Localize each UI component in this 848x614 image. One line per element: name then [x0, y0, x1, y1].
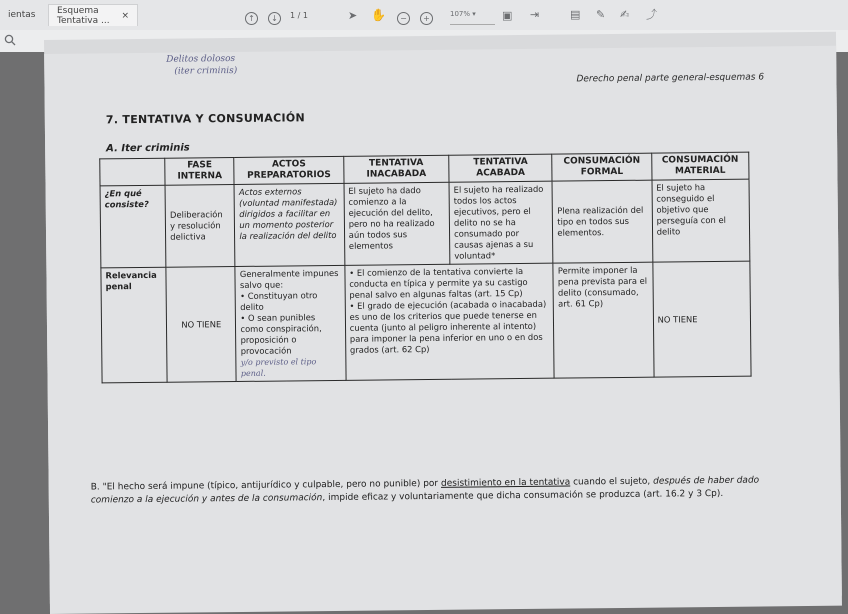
table-header-cell [100, 158, 165, 186]
signature-icon[interactable]: ✍ [620, 8, 630, 21]
zoom-in-icon[interactable]: + [420, 12, 433, 25]
subsection-title: A. Iter criminis [106, 142, 190, 155]
footer-text: cuando el sujeto, [570, 476, 654, 488]
table-cell: NO TIENE [653, 261, 752, 377]
footer-text: B. "El hecho será impune (típico, antijurídico y culpable, pero no punible) por [90, 478, 442, 493]
footer-underlined-text: desistimiento en la tentativa [440, 477, 571, 489]
page-indicator[interactable]: 1 / 1 [290, 11, 308, 20]
table-row [100, 179, 750, 268]
table-header-cell: CONSUMACIÓN FORMAL [552, 153, 652, 181]
table-cell: El sujeto ha realizado todos los actos ejecutivos, pero el delito no se ha consumado por causas ajenas a su voluntad* [449, 181, 553, 264]
bullet-item: • O sean punibles como conspiración, proposición o provocación [240, 312, 322, 356]
footer-paragraph [91, 474, 767, 507]
pdf-page [44, 32, 842, 604]
tab-label: Esquema Tentativa ... [57, 5, 110, 26]
handwritten-note-1: Delitos dolosos [166, 53, 236, 65]
table-header-cell: ACTOS PREPARATORIOS [234, 156, 344, 184]
fit-page-icon[interactable]: ▣ [502, 9, 513, 22]
comment-icon[interactable]: ▤ [570, 8, 581, 21]
table-cell [235, 265, 346, 381]
bullet-item: • Constituyan otro delito [240, 290, 318, 312]
table-cell: Permite imponer la pena prevista para el delito (consumado, art. 61 Cp) [553, 262, 653, 378]
select-cursor-icon[interactable]: ➤ [348, 9, 358, 22]
iter-criminis-table [99, 152, 751, 384]
hand-tool-icon[interactable]: ✋ [371, 8, 386, 22]
handwritten-note-2: (iter criminis) [174, 65, 238, 77]
pen-icon[interactable]: ✎ [596, 8, 606, 21]
zoom-out-icon[interactable]: − [397, 12, 410, 25]
cell-text: Generalmente impunes salvo que: [239, 267, 339, 290]
footer-italic-text: después de haber dado comienzo a la ejecución y antes de la consumación [90, 475, 760, 506]
share-icon[interactable]: ⤴ [646, 8, 657, 21]
row-label: Relevancia penal [101, 267, 167, 383]
bullet-text: El grado de ejecución (acabada o inacabada) es uno de los criterios que puede tenerse en cuenta (junto al peligro inherente al intento) para imponer la pena inferior en uno o en dos grados (art. 62 Cp) [349, 298, 547, 355]
table-cell [345, 263, 555, 380]
row-label: ¿En qué consiste? [100, 185, 166, 268]
section-title: 7. TENTATIVA Y CONSUMACIÓN [105, 111, 306, 127]
table-row [101, 261, 751, 383]
close-icon[interactable]: × [121, 10, 129, 21]
table-header-cell: TENTATIVA ACABADA [449, 154, 553, 182]
tab-herramientas[interactable] [0, 4, 48, 26]
page-sheet [44, 46, 842, 614]
bullet-text: El comienzo de la tentativa convierte la conducta en típica y permite ya su castigo penal salvo en algunas faltas (art. 15 Cp) [349, 265, 528, 300]
zoom-select[interactable]: 107% ▾ [450, 10, 495, 25]
table-cell: Deliberación y resolución delictiva [165, 185, 235, 268]
table-header-cell: CONSUMACIÓN MATERIAL [651, 152, 749, 180]
zoom-value: 107% [450, 10, 471, 18]
bullet-item: • El comienzo de la tentativa convierte la conducta en típica y permite ya su castigo penal salvo en algunas faltas (art. 15 Cp) [349, 265, 528, 300]
table-cell: NO TIENE [166, 267, 236, 383]
tab-label: ientas [8, 10, 36, 20]
tab-document[interactable] [48, 4, 138, 26]
search-icon[interactable] [4, 34, 16, 49]
scroll-mode-icon[interactable]: ⇥ [530, 8, 540, 21]
page-down-icon[interactable]: ↓ [268, 12, 281, 25]
table-header-cell: TENTATIVA INACABADA [343, 155, 449, 183]
page-up-icon[interactable]: ↑ [245, 12, 258, 25]
table-cell: El sujeto ha dado comienzo a la ejecución del delito, pero no ha realizado aún todos sus elementos [344, 182, 450, 265]
page-header: Derecho penal parte general-esquemas 6 [576, 72, 765, 85]
table-header-cell: FASE INTERNA [165, 158, 234, 186]
table-cell: Plena realización del tipo en todos sus elementos. [552, 180, 652, 263]
bullet-item: • El grado de ejecución (acabada o inacabada) es uno de los criterios que puede tenerse en cuenta (junto al peligro inherente al intento) para imponer la pena inferior en uno o en dos grados (art. 62 Cp) [349, 298, 547, 355]
bullet-text: O sean punibles como conspiración, proposición o provocación [240, 312, 322, 356]
table-cell: Actos externos (voluntad manifestada) dirigidos a facilitar en un momento posterior la realización del delito [234, 183, 344, 266]
table-cell: El sujeto ha conseguido el objetivo que perseguía con el delito [652, 179, 750, 262]
handwritten-note-3: y/o previsto el tipo penal. [240, 357, 317, 378]
bullet-text: Constituyan otro delito [240, 290, 318, 312]
footer-text: , impide eficaz y voluntariamente que dicha consumación se produzca (art. 16.2 y 3 Cp). [322, 488, 724, 504]
